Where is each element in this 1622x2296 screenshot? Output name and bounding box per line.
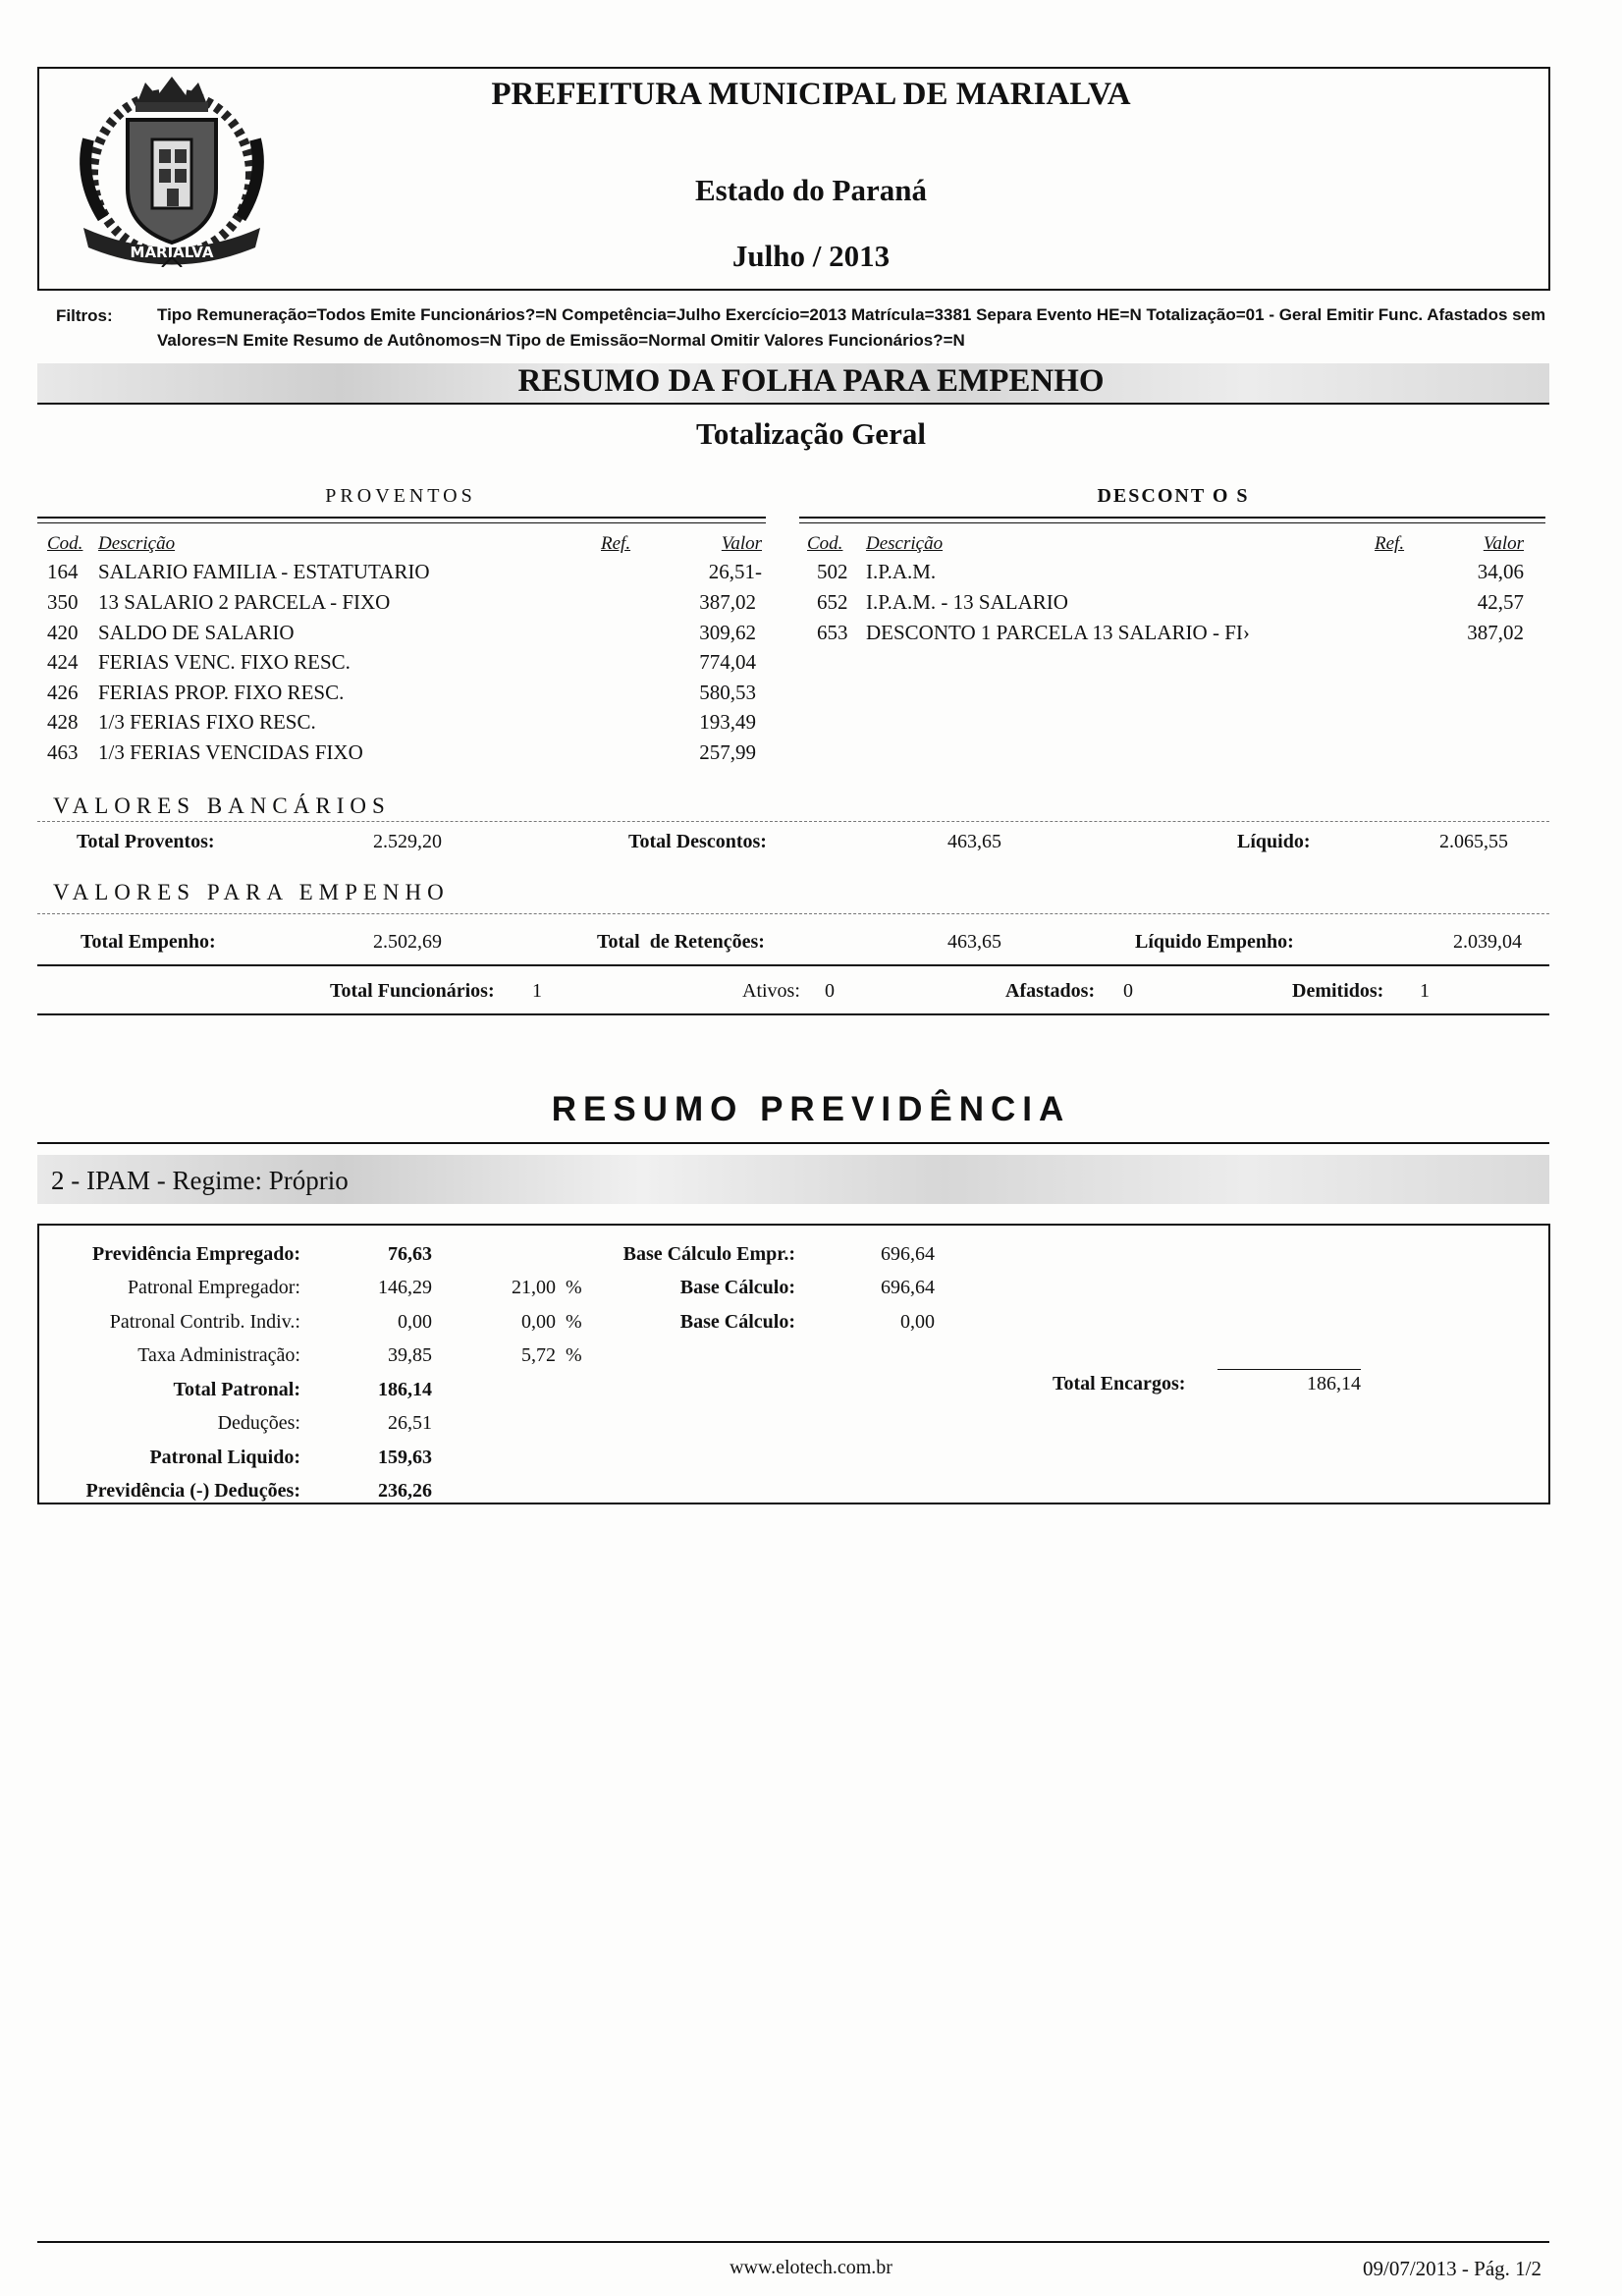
total-empenho-label: Total Empenho:	[81, 931, 216, 953]
proventos-row-desc: SALDO DE SALARIO	[98, 621, 295, 644]
previdencia-label: Deduções:	[217, 1412, 300, 1434]
footer-rule	[37, 2241, 1549, 2243]
regime-label: 2 - IPAM - Regime: Próprio	[51, 1166, 349, 1195]
previdencia-rule	[37, 1142, 1549, 1144]
descontos-header-valor: Valor	[1483, 533, 1524, 554]
proventos-row-valor: 387,02	[699, 590, 756, 614]
ativos-value: 0	[825, 980, 835, 1002]
previdencia-percent: 21,00	[512, 1277, 556, 1298]
total-proventos-label: Total Proventos:	[77, 831, 215, 852]
previdencia-value: 76,63	[388, 1243, 432, 1265]
previdencia-title: RESUMO PREVIDÊNCIA	[551, 1090, 1071, 1128]
previdencia-label: Previdência Empregado:	[91, 1243, 300, 1265]
base-calculo-value: 696,64	[881, 1243, 935, 1265]
summary-subtitle: Totalização Geral	[696, 416, 926, 451]
demitidos-value: 1	[1420, 980, 1430, 1002]
afastados-value: 0	[1123, 980, 1133, 1002]
proventos-header-ref: Ref.	[601, 533, 631, 554]
proventos-row-desc: SALARIO FAMILIA - ESTATUTARIO	[98, 560, 430, 583]
filters-text: Tipo Remuneração=Todos Emite Funcionários?=N Competência=Julho Exercício=2013 Matrícula=3381 Separa Evento HE=N Totalização=01 - Geral Emitir Func. Afastados sem Valores=N Emite Resumo de Autônomos=N Tipo de Emissão=Normal Omitir Valores Funcionários?=N	[157, 305, 1546, 350]
previdencia-value: 186,14	[378, 1379, 432, 1400]
proventos-row-valor: 580,53	[699, 681, 756, 704]
period: Julho / 2013	[731, 239, 891, 273]
previdencia-value: 39,85	[388, 1344, 432, 1366]
proventos-row-cod: 426	[47, 681, 79, 704]
total-descontos-label: Total Descontos:	[628, 831, 767, 852]
previdencia-percent: 0,00	[521, 1311, 556, 1333]
proventos-row-cod: 424	[47, 650, 79, 674]
base-calculo-label: Base Cálculo:	[679, 1277, 795, 1298]
proventos-title: PROVENTOS	[325, 485, 476, 507]
total-funcionarios-label: Total Funcionários:	[330, 980, 495, 1002]
afastados-label: Afastados:	[1005, 980, 1096, 1002]
proventos-header-valor: Valor	[721, 533, 762, 554]
descontos-title: DESCONT O S	[1097, 485, 1250, 507]
total-proventos-value: 2.529,20	[373, 831, 442, 852]
proventos-row-cod: 428	[47, 710, 79, 734]
total-retencoes-label: Total de Retenções:	[597, 931, 765, 953]
proventos-row-cod: 420	[47, 621, 79, 644]
previdencia-label: Previdência (-) Deduções:	[85, 1480, 300, 1502]
proventos-row-cod: 350	[47, 590, 79, 614]
previdencia-label: Patronal Empregador:	[127, 1277, 300, 1298]
state-name: Estado do Paraná	[695, 173, 927, 207]
filters-label: Filtros:	[56, 306, 113, 325]
descontos-row-cod: 502	[817, 560, 848, 583]
proventos-header-cod: Cod.	[47, 533, 83, 554]
total-empenho-value: 2.502,69	[373, 931, 442, 953]
total-retencoes-value: 463,65	[947, 931, 1001, 953]
summary-title: RESUMO DA FOLHA PARA EMPENHO	[517, 363, 1105, 399]
descontos-row-valor: 42,57	[1477, 590, 1524, 614]
footer-date-page: 09/07/2013 - Pág. 1/2	[1363, 2257, 1541, 2280]
percent-sign: %	[566, 1344, 582, 1366]
descontos-row-cod: 652	[817, 590, 848, 614]
base-calculo-label: Base Cálculo Empr.:	[622, 1243, 795, 1265]
proventos-row-valor: 774,04	[699, 650, 756, 674]
base-calculo-value: 696,64	[881, 1277, 935, 1298]
descontos-row-desc: I.P.A.M. - 13 SALARIO	[866, 590, 1068, 614]
descontos-header-cod: Cod.	[807, 533, 843, 554]
descontos-rule	[799, 517, 1545, 523]
previdencia-label: Patronal Contrib. Indiv.:	[109, 1311, 300, 1333]
proventos-row-desc: FERIAS PROP. FIXO RESC.	[98, 681, 345, 704]
footer-website: www.elotech.com.br	[730, 2257, 892, 2278]
proventos-row-valor: 257,99	[699, 740, 756, 764]
valores-bancarios-title: VALORES BANCÁRIOS	[53, 793, 391, 818]
descontos-row-valor: 34,06	[1477, 560, 1524, 583]
proventos-row-valor: 26,51-	[708, 560, 762, 583]
descontos-row-cod: 653	[817, 621, 848, 644]
descontos-row-valor: 387,02	[1467, 621, 1524, 644]
percent-sign: %	[566, 1311, 582, 1333]
descontos-header-ref: Ref.	[1375, 533, 1405, 554]
previdencia-label: Total Patronal:	[173, 1379, 300, 1400]
descontos-row-desc: DESCONTO 1 PARCELA 13 SALARIO - FI›	[866, 621, 1250, 644]
ativos-label: Ativos:	[742, 980, 800, 1002]
base-calculo-label: Base Cálculo:	[679, 1311, 795, 1333]
funcionarios-bottom-rule	[37, 1013, 1549, 1015]
previdencia-value: 146,29	[378, 1277, 432, 1298]
previdencia-percent: 5,72	[521, 1344, 556, 1366]
percent-sign: %	[566, 1277, 582, 1298]
previdencia-value: 159,63	[378, 1447, 432, 1468]
previdencia-value: 26,51	[388, 1412, 432, 1434]
liquido-empenho-value: 2.039,04	[1453, 931, 1522, 953]
proventos-row-valor: 309,62	[699, 621, 756, 644]
total-encargos-rule	[1217, 1369, 1361, 1370]
total-descontos-value: 463,65	[947, 831, 1001, 852]
proventos-header-desc: Descrição	[98, 533, 176, 554]
liquido-value: 2.065,55	[1439, 831, 1508, 852]
liquido-empenho-label: Líquido Empenho:	[1135, 931, 1294, 953]
valores-empenho-rule	[37, 913, 1549, 914]
demitidos-label: Demitidos:	[1292, 980, 1384, 1002]
previdencia-value: 236,26	[378, 1480, 432, 1502]
org-title: PREFEITURA MUNICIPAL DE MARIALVA	[491, 77, 1131, 112]
previdencia-value: 0,00	[398, 1311, 432, 1333]
previdencia-label: Taxa Administração:	[137, 1344, 300, 1366]
proventos-rule	[37, 517, 766, 523]
total-funcionarios-value: 1	[532, 980, 542, 1002]
proventos-row-valor: 193,49	[699, 710, 756, 734]
svg-text:MARIALVA: MARIALVA	[130, 244, 214, 261]
total-encargos-label: Total Encargos:	[1053, 1373, 1186, 1394]
proventos-row-cod: 164	[47, 560, 79, 583]
valores-empenho-title: VALORES PARA EMPENHO	[53, 880, 450, 904]
proventos-row-cod: 463	[47, 740, 79, 764]
funcionarios-top-rule	[37, 964, 1549, 966]
proventos-row-desc: 1/3 FERIAS FIXO RESC.	[98, 710, 316, 734]
proventos-row-desc: 1/3 FERIAS VENCIDAS FIXO	[98, 740, 363, 764]
liquido-label: Líquido:	[1237, 831, 1311, 852]
proventos-row-desc: 13 SALARIO 2 PARCELA - FIXO	[98, 590, 391, 614]
proventos-row-desc: FERIAS VENC. FIXO RESC.	[98, 650, 351, 674]
previdencia-label: Patronal Liquido:	[149, 1447, 300, 1468]
base-calculo-value: 0,00	[900, 1311, 935, 1333]
total-encargos-value: 186,14	[1307, 1373, 1361, 1394]
descontos-row-desc: I.P.A.M.	[866, 560, 937, 583]
valores-bancarios-rule	[37, 821, 1549, 822]
descontos-header-desc: Descrição	[866, 533, 944, 554]
